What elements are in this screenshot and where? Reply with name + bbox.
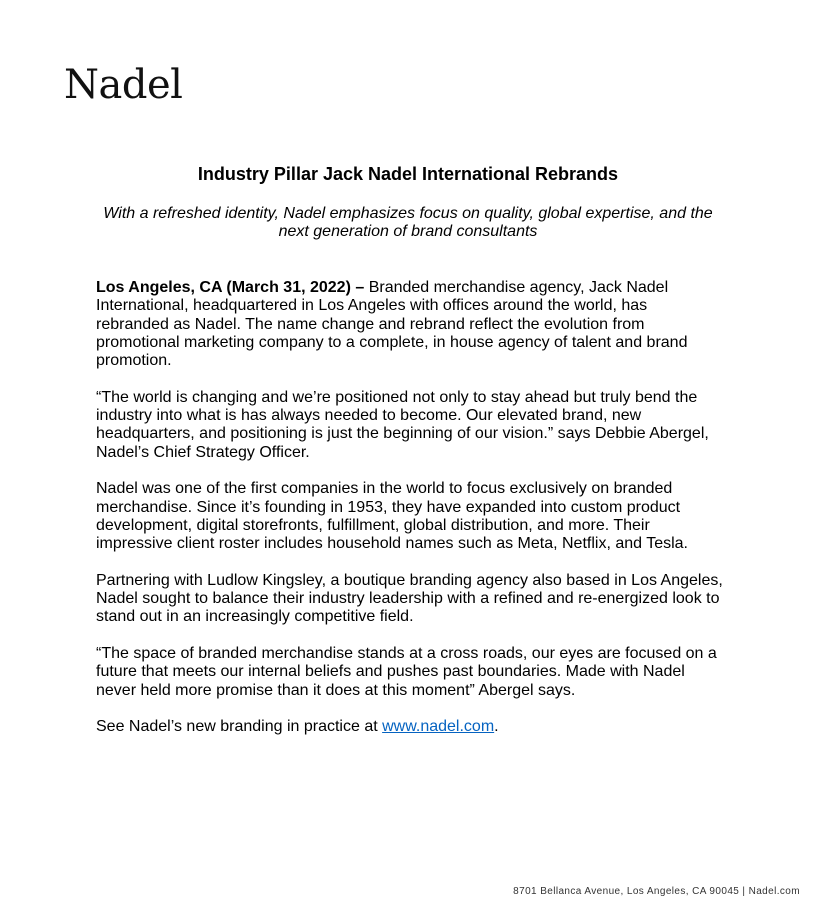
paragraph-intro <box>96 279 724 370</box>
document-subtitle: With a refreshed identity, Nadel emphasizes focus on quality, global expertise, and the next generation of brand consultants <box>103 205 713 240</box>
website-link[interactable]: www.nadel.com <box>382 718 495 736</box>
document-body <box>96 279 724 755</box>
paragraph-quote-1: “The world is changing and we’re positioned not only to stay ahead but truly bend the industry into what is has always needed to become. Our elevated brand, new headquarters, and positioning is just the beginning of our vision.” says Debbie Abergel, Nadel’s Chief Strategy Officer. <box>96 388 709 461</box>
paragraph-cta <box>96 718 724 736</box>
nadel-logo: Nadel <box>64 62 183 108</box>
footer-address: 8701 Bellanca Avenue, Los Angeles, CA 90045 | Nadel.com <box>513 886 800 897</box>
intro-text: Branded merchandise agency, Jack Nadel International, headquartered in Los Angeles with offices around the world, has rebranded as Nadel. The name change and rebrand reflect the evolution from promotional marketing company to a complete, in house agency of talent and brand promotion. <box>96 279 688 370</box>
paragraph-partnership: Partnering with Ludlow Kingsley, a boutique branding agency also based in Los Angeles, Nadel sought to balance their industry leadership with a refined and re-energized look to stand out in an increasingly competitive field. <box>96 571 723 626</box>
cta-text: See Nadel’s new branding in practice at <box>96 718 383 736</box>
paragraph-history: Nadel was one of the first companies in the world to focus exclusively on branded merchandise. Since it’s founding in 1953, they have expanded into custom product development, digital storefronts, fulfillment, global distribution, and more. Their impressive client roster includes household names such as Meta, Netflix, and Tesla. <box>96 480 688 553</box>
dateline: Los Angeles, CA (March 31, 2022) – <box>96 279 365 296</box>
document-title: Industry Pillar Jack Nadel International Rebrands <box>197 164 619 184</box>
paragraph-quote-2: “The space of branded merchandise stands at a cross roads, our eyes are focused on a future that meets our internal beliefs and pushes past boundaries. Made with Nadel never held more promise than it does at this moment” Abergel says. <box>96 644 717 699</box>
cta-end: . <box>494 718 499 736</box>
